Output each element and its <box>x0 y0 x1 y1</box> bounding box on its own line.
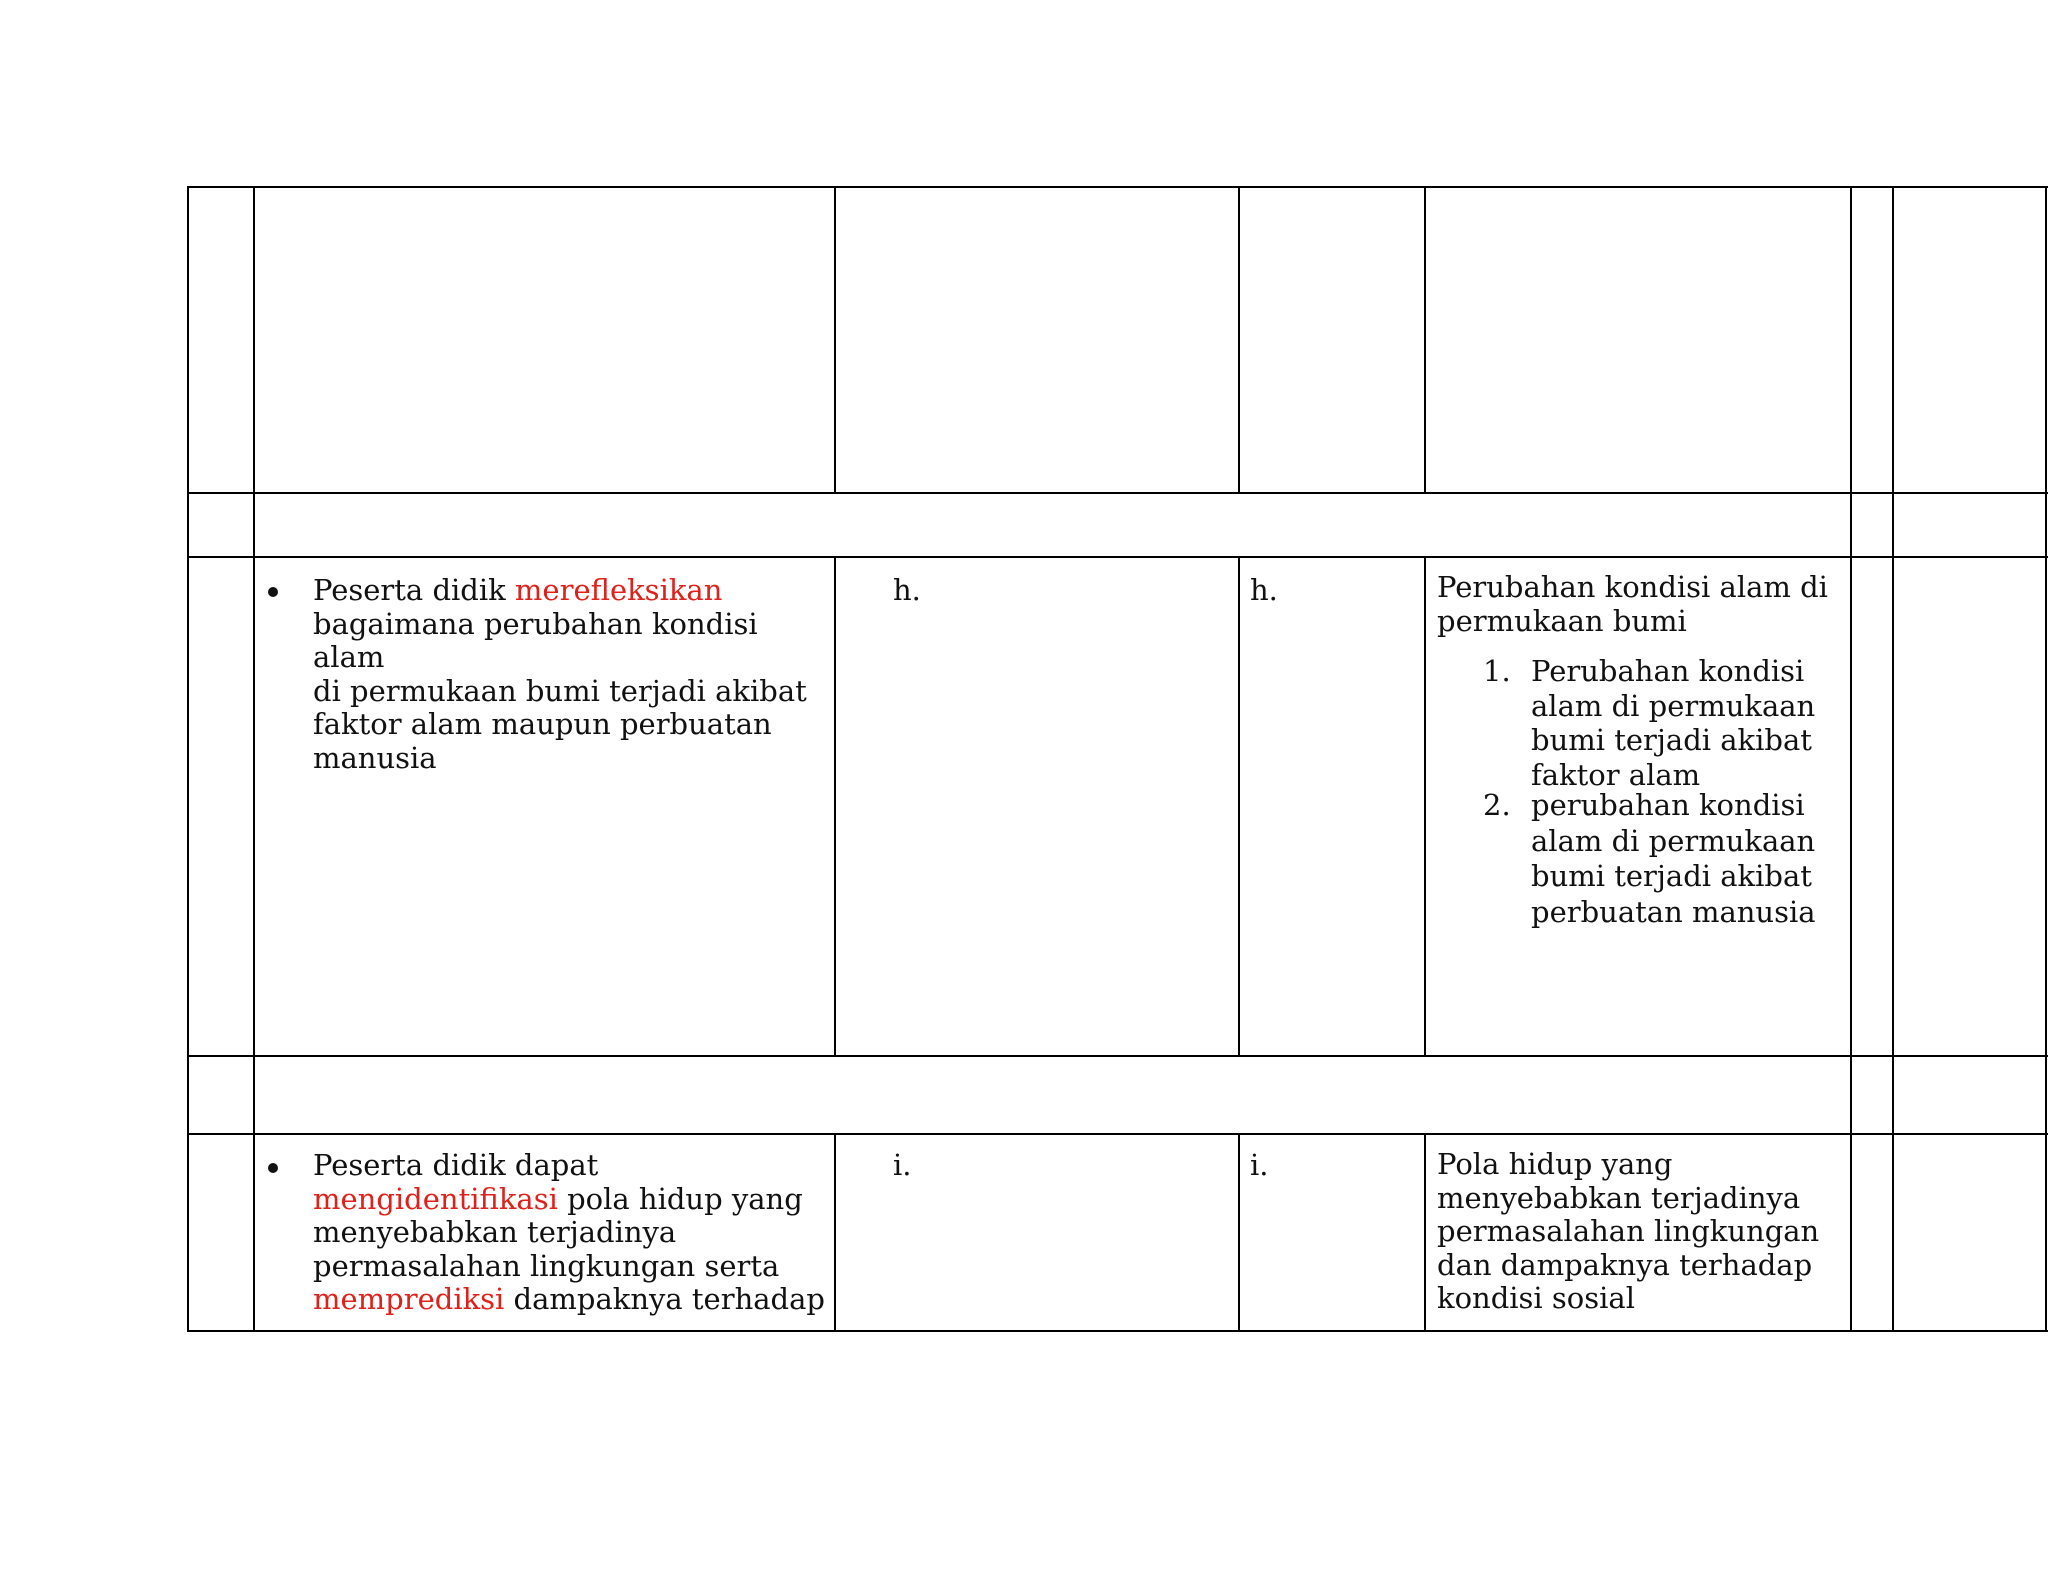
activity-line: Peserta didik dapat <box>313 1148 599 1182</box>
activity-line <box>313 574 828 608</box>
table-border-top <box>187 186 2048 188</box>
row-divider <box>187 492 2048 494</box>
activity-lead: Peserta didik <box>313 573 515 607</box>
column-divider <box>1424 186 1426 493</box>
activity-line: bagaimana perubahan kondisi alam <box>313 606 758 674</box>
list-number: 1. <box>1483 654 1511 688</box>
row-divider <box>187 1055 2048 1057</box>
material-cell-i: Pola hidup yang menyebabkan terjadinya permasalahan lingkungan dan dampaknya terhadap kondisi sosial <box>1437 1147 1820 1315</box>
activity-line: manusia <box>313 740 437 775</box>
activity-line: faktor alam maupun perbuatan <box>313 707 772 741</box>
column-divider <box>834 1133 836 1332</box>
column-divider <box>1238 556 1240 1057</box>
column-divider <box>834 186 836 493</box>
bullet-icon <box>268 587 278 597</box>
column-divider <box>1424 1133 1426 1332</box>
column-divider <box>1424 556 1426 1057</box>
row-label-h-col3: h. <box>893 573 921 607</box>
activity-line: di permukaan bumi terjadi akibat <box>313 673 807 708</box>
row-divider <box>187 556 2048 558</box>
cognitive-verb: memprediksi <box>313 1282 505 1316</box>
activity-cell-i <box>313 1149 828 1317</box>
activity-line: mengidentifikasi pola hidup yang <box>313 1181 803 1216</box>
table-border-bottom <box>187 1330 2048 1332</box>
row-label-h-col4: h. <box>1250 573 1278 607</box>
cognitive-verb: merefleksikan <box>514 573 723 607</box>
column-divider <box>1892 186 1894 1332</box>
column-divider <box>834 556 836 1057</box>
bullet-icon <box>268 1163 278 1173</box>
table-border-left <box>187 186 189 1332</box>
column-divider <box>1238 1133 1240 1332</box>
table-border-right <box>2045 186 2047 1332</box>
cognitive-verb: mengidentifikasi <box>313 1181 558 1216</box>
row-divider <box>187 1133 2048 1135</box>
material-list-h <box>1437 654 1847 934</box>
column-divider <box>253 186 255 1332</box>
column-divider <box>1238 186 1240 493</box>
row-label-i-col3: i. <box>893 1148 912 1182</box>
material-cell-h <box>1437 571 1847 638</box>
activity-line: memprediksi dampaknya terhadap <box>313 1282 825 1316</box>
list-number: 2. <box>1483 788 1511 822</box>
list-item: perubahan kondisi alam di permukaan bumi terjadi akibat perbuatan manusia <box>1531 788 1816 929</box>
list-item: Perubahan kondisi alam di permukaan bumi terjadi akibat faktor alam <box>1531 654 1816 792</box>
material-heading-line: Perubahan kondisi alam di <box>1437 570 1828 604</box>
activity-line: menyebabkan terjadinya <box>313 1215 677 1249</box>
material-heading-line: permukaan bumi <box>1437 603 1687 638</box>
activity-cell-h <box>313 574 828 775</box>
activity-line: permasalahan lingkungan serta <box>313 1248 780 1283</box>
row-label-i-col4: i. <box>1250 1148 1269 1182</box>
